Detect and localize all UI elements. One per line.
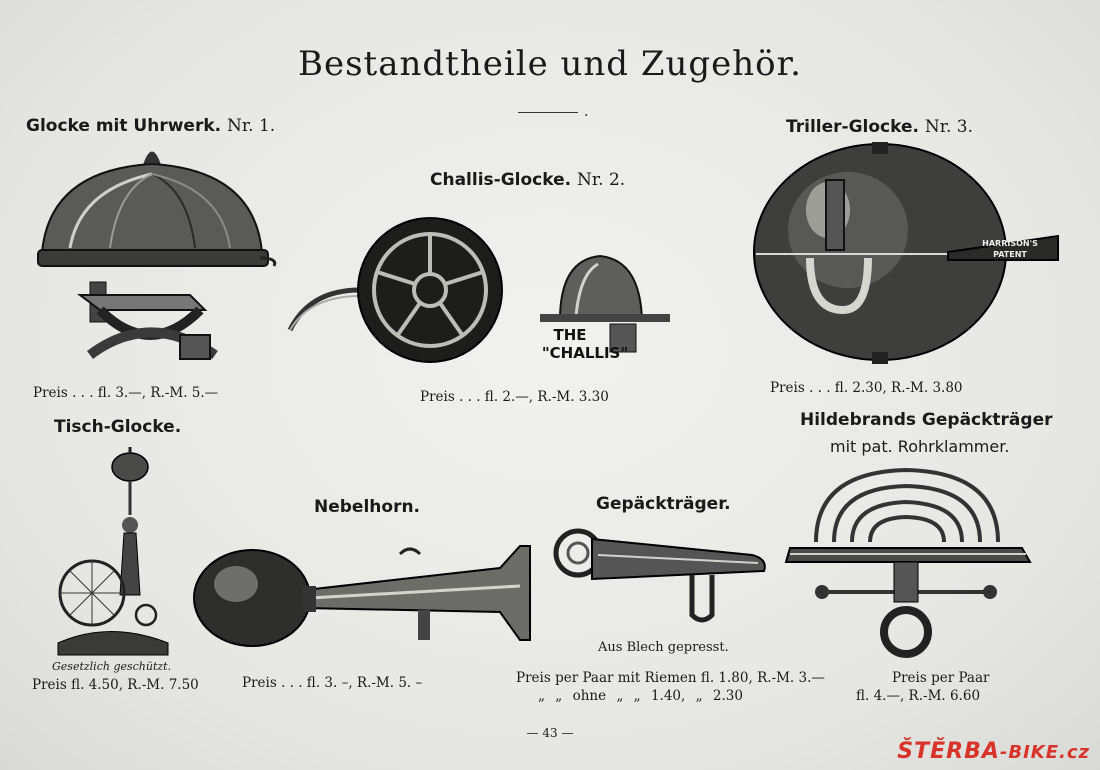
- heading-gepaecktraeger: Gepäckträger.: [596, 494, 731, 514]
- price-gepaecktraeger-with-strap: Preis per Paar mit Riemen fl. 1.80, R.-M. 3.—: [516, 670, 825, 686]
- hildebrand-carrier-illustration: [786, 462, 1036, 662]
- price-tisch-glocke: Preis fl. 4.50, R.-M. 7.50: [32, 677, 199, 693]
- site-watermark: ŠTĚRBA-BIKE.cz: [897, 739, 1090, 764]
- clockwork-bell-illustration: [30, 130, 280, 385]
- challis-label-the: THE: [553, 326, 587, 344]
- price-glocke-uhrwerk: Preis . . . fl. 3.—, R.-M. 5.—: [33, 385, 219, 401]
- heading-nebelhorn: Nebelhorn.: [314, 497, 421, 517]
- price-challis-glocke: Preis . . . fl. 2.—, R.-M. 3.30: [420, 389, 609, 405]
- price-triller-glocke: Preis . . . fl. 2.30, R.-M. 3.80: [770, 380, 963, 396]
- page-title: Bestandtheile und Zugehör.: [298, 44, 802, 84]
- price-gepaecktraeger-without-strap: „ „ ohne „ „ 1.40, „ 2.30: [538, 688, 743, 704]
- challis-label-name: "CHALLIS": [541, 344, 629, 362]
- price-hildebrand-values: fl. 4.—, R.-M. 6.60: [856, 688, 981, 704]
- challis-bell-illustration: [280, 200, 680, 385]
- note-gepaecktraeger: Aus Blech gepresst.: [598, 640, 729, 655]
- fog-horn-illustration: [190, 540, 540, 670]
- luggage-carrier-illustration: [552, 515, 772, 635]
- price-nebelhorn: Preis . . . fl. 3. –, R.-M. 5. –: [242, 675, 423, 691]
- heading-hildebrand: Hildebrands Gepäckträger: [800, 410, 1053, 430]
- heading-tisch-glocke: Tisch-Glocke.: [54, 417, 182, 437]
- note-tisch-glocke: Gesetzlich geschützt.: [52, 660, 172, 673]
- trill-label-patent: PATENT: [993, 250, 1027, 259]
- heading-triller-glocke: Triller-Glocke. Nr. 3.: [786, 117, 974, 137]
- trill-label-harrisons: HARRISON'S: [982, 239, 1038, 248]
- heading-glocke-uhrwerk: Glocke mit Uhrwerk. Nr. 1.: [26, 116, 276, 136]
- page-number: — 43 —: [526, 726, 574, 740]
- heading-challis-glocke: Challis-Glocke. Nr. 2.: [430, 170, 626, 190]
- trill-bell-illustration: [748, 140, 1068, 375]
- subtitle-hildebrand: mit pat. Rohrklammer.: [830, 437, 1010, 456]
- title-rule-dot: .: [584, 104, 589, 120]
- price-hildebrand-per-pair: Preis per Paar: [892, 670, 990, 686]
- table-bell-illustration: [50, 445, 180, 660]
- title-rule: [518, 112, 578, 113]
